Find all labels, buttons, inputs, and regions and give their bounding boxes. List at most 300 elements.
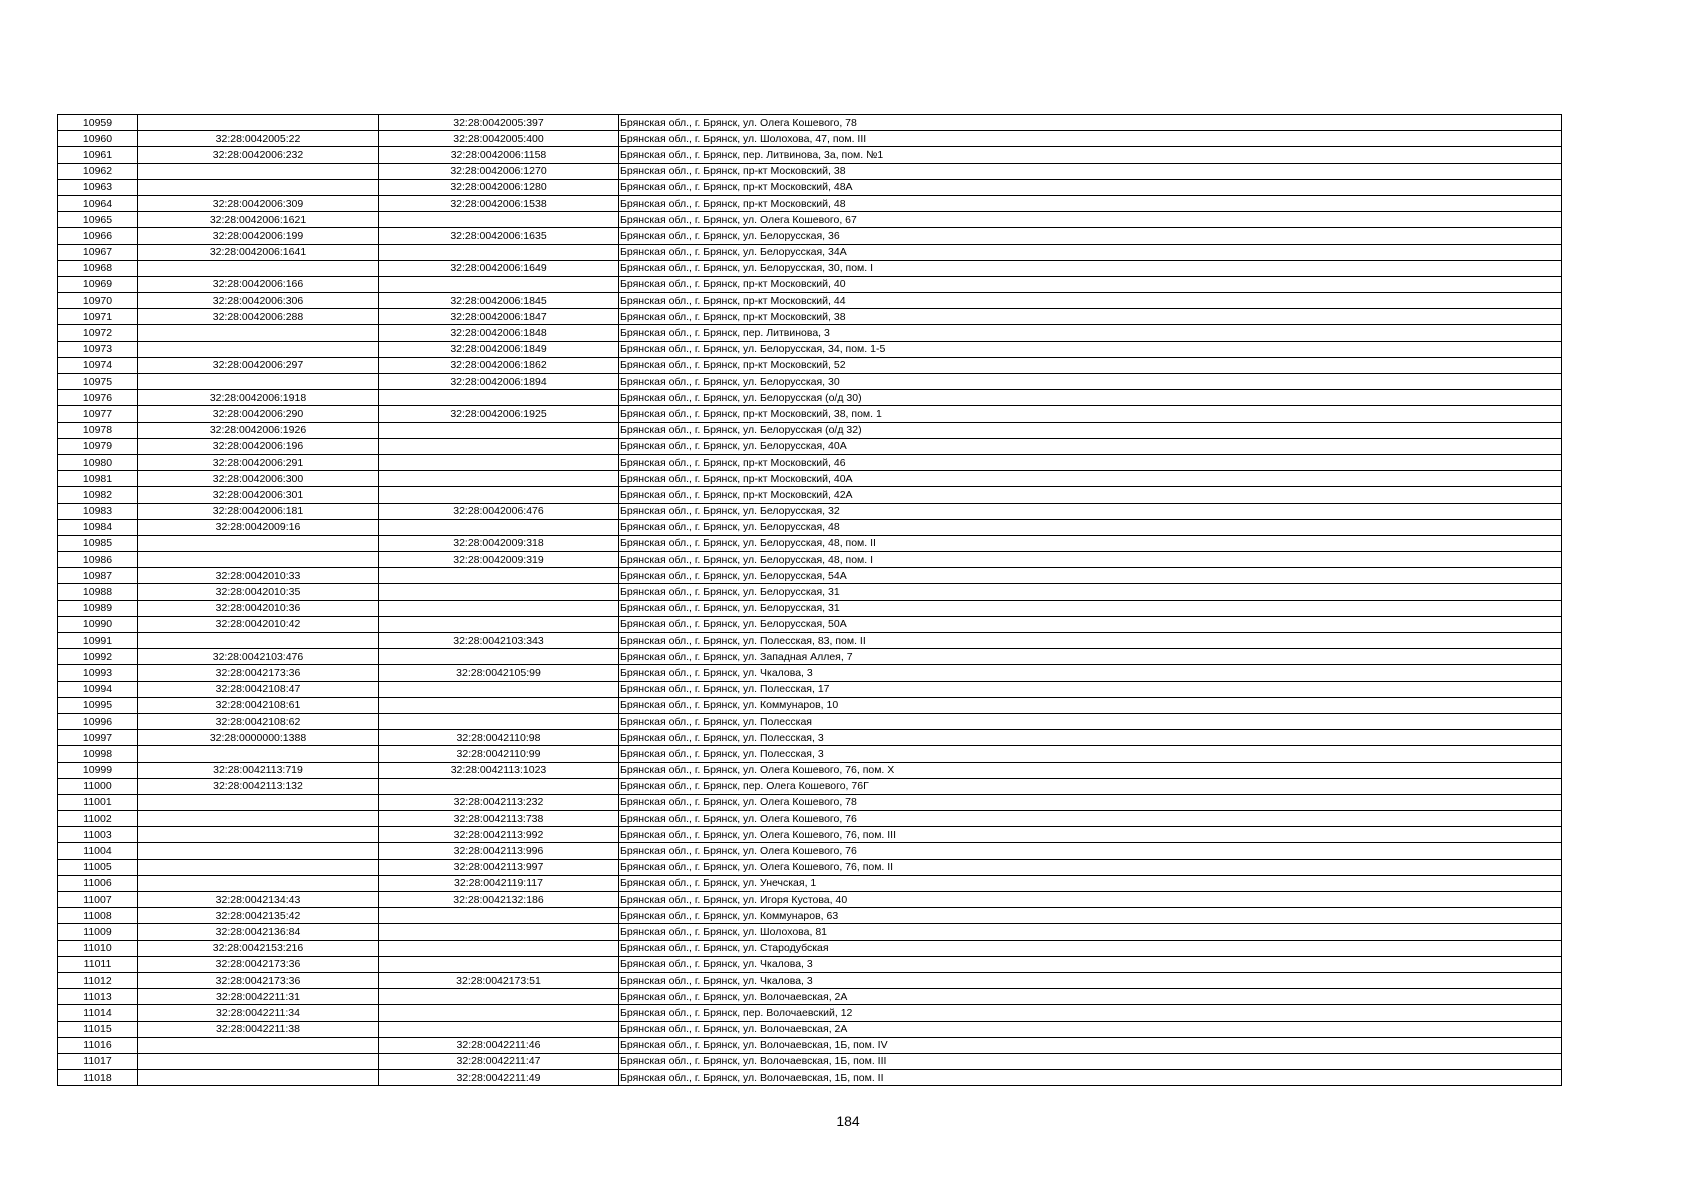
table-row xyxy=(58,438,1562,454)
address-cell: Брянская обл., г. Брянск, пер. Литвинова, 3 xyxy=(619,325,1562,341)
object-cadastral-number-cell: 32:28:0042006:1649 xyxy=(379,260,619,276)
land-cadastral-number-cell: 32:28:0042006:309 xyxy=(138,195,379,211)
table-row xyxy=(58,325,1562,341)
land-cadastral-number-cell: 32:28:0042006:301 xyxy=(138,487,379,503)
object-cadastral-number-cell: 32:28:0042006:1845 xyxy=(379,293,619,309)
address-cell: Брянская обл., г. Брянск, пр-кт Московский, 38 xyxy=(619,309,1562,325)
object-cadastral-number-cell: 32:28:0042173:51 xyxy=(379,972,619,988)
table-row xyxy=(58,940,1562,956)
table-row xyxy=(58,503,1562,519)
address-cell: Брянская обл., г. Брянск, ул. Полесская xyxy=(619,713,1562,729)
row-number-cell: 10974 xyxy=(58,357,138,373)
row-number-cell: 10975 xyxy=(58,374,138,390)
row-number-cell: 10992 xyxy=(58,649,138,665)
address-cell: Брянская обл., г. Брянск, пр-кт Московский, 42А xyxy=(619,487,1562,503)
address-cell: Брянская обл., г. Брянск, ул. Чкалова, 3 xyxy=(619,665,1562,681)
address-cell: Брянская обл., г. Брянск, ул. Западная Аллея, 7 xyxy=(619,649,1562,665)
object-cadastral-number-cell: 32:28:0042105:99 xyxy=(379,665,619,681)
land-cadastral-number-cell xyxy=(138,794,379,810)
land-cadastral-number-cell: 32:28:0042006:300 xyxy=(138,471,379,487)
page-number: 184 xyxy=(836,1113,860,1129)
table-row xyxy=(58,1005,1562,1021)
address-cell: Брянская обл., г. Брянск, ул. Белорусская (о/д 30) xyxy=(619,390,1562,406)
row-number-cell: 11015 xyxy=(58,1021,138,1037)
land-cadastral-number-cell: 32:28:0042173:36 xyxy=(138,956,379,972)
table-row xyxy=(58,665,1562,681)
object-cadastral-number-cell xyxy=(379,276,619,292)
table-row xyxy=(58,649,1562,665)
object-cadastral-number-cell xyxy=(379,778,619,794)
row-number-cell: 11012 xyxy=(58,972,138,988)
row-number-cell: 11003 xyxy=(58,827,138,843)
object-cadastral-number-cell: 32:28:0042113:997 xyxy=(379,859,619,875)
table-row xyxy=(58,1070,1562,1086)
address-cell: Брянская обл., г. Брянск, ул. Чкалова, 3 xyxy=(619,956,1562,972)
table-row xyxy=(58,681,1562,697)
row-number-cell: 10963 xyxy=(58,179,138,195)
land-cadastral-number-cell: 32:28:0042006:1926 xyxy=(138,422,379,438)
table-row xyxy=(58,600,1562,616)
object-cadastral-number-cell xyxy=(379,908,619,924)
row-number-cell: 10970 xyxy=(58,293,138,309)
address-cell: Брянская обл., г. Брянск, пр-кт Московский, 44 xyxy=(619,293,1562,309)
land-cadastral-number-cell: 32:28:0042006:290 xyxy=(138,406,379,422)
table-row xyxy=(58,1053,1562,1069)
table-row xyxy=(58,794,1562,810)
address-cell: Брянская обл., г. Брянск, ул. Олега Кошевого, 76, пом. III xyxy=(619,827,1562,843)
address-cell: Брянская обл., г. Брянск, пер. Литвинова, 3а, пом. №1 xyxy=(619,147,1562,163)
land-cadastral-number-cell: 32:28:0042006:297 xyxy=(138,357,379,373)
land-cadastral-number-cell: 32:28:0042006:166 xyxy=(138,276,379,292)
row-number-cell: 10982 xyxy=(58,487,138,503)
land-cadastral-number-cell: 32:28:0042006:1641 xyxy=(138,244,379,260)
object-cadastral-number-cell xyxy=(379,212,619,228)
land-cadastral-number-cell: 32:28:0042113:132 xyxy=(138,778,379,794)
row-number-cell: 10964 xyxy=(58,195,138,211)
land-cadastral-number-cell: 32:28:0042006:181 xyxy=(138,503,379,519)
row-number-cell: 10965 xyxy=(58,212,138,228)
row-number-cell: 10987 xyxy=(58,568,138,584)
object-cadastral-number-cell xyxy=(379,454,619,470)
object-cadastral-number-cell: 32:28:0042103:343 xyxy=(379,633,619,649)
address-cell: Брянская обл., г. Брянск, ул. Коммунаров, 10 xyxy=(619,697,1562,713)
object-cadastral-number-cell: 32:28:0042211:47 xyxy=(379,1053,619,1069)
table-row xyxy=(58,535,1562,551)
address-cell: Брянская обл., г. Брянск, пер. Олега Кошевого, 76Г xyxy=(619,778,1562,794)
land-cadastral-number-cell xyxy=(138,746,379,762)
row-number-cell: 10959 xyxy=(58,115,138,131)
address-cell: Брянская обл., г. Брянск, ул. Белорусская, 48, пом. I xyxy=(619,552,1562,568)
land-cadastral-number-cell xyxy=(138,1053,379,1069)
land-cadastral-number-cell xyxy=(138,859,379,875)
land-cadastral-number-cell: 32:28:0042211:34 xyxy=(138,1005,379,1021)
object-cadastral-number-cell xyxy=(379,956,619,972)
address-cell: Брянская обл., г. Брянск, ул. Полесская, 3 xyxy=(619,746,1562,762)
land-cadastral-number-cell xyxy=(138,1070,379,1086)
row-number-cell: 10969 xyxy=(58,276,138,292)
table-row xyxy=(58,357,1562,373)
land-cadastral-number-cell: 32:28:0042006:1918 xyxy=(138,390,379,406)
table-row xyxy=(58,212,1562,228)
address-cell: Брянская обл., г. Брянск, ул. Олега Кошевого, 78 xyxy=(619,794,1562,810)
table-row xyxy=(58,552,1562,568)
table-row xyxy=(58,956,1562,972)
row-number-cell: 10983 xyxy=(58,503,138,519)
address-cell: Брянская обл., г. Брянск, ул. Белорусская, 48, пом. II xyxy=(619,535,1562,551)
object-cadastral-number-cell xyxy=(379,584,619,600)
address-cell: Брянская обл., г. Брянск, ул. Коммунаров, 63 xyxy=(619,908,1562,924)
table-row xyxy=(58,924,1562,940)
land-cadastral-number-cell: 32:28:0042006:1621 xyxy=(138,212,379,228)
land-cadastral-number-cell: 32:28:0042108:62 xyxy=(138,713,379,729)
object-cadastral-number-cell xyxy=(379,924,619,940)
table-row xyxy=(58,276,1562,292)
land-cadastral-number-cell: 32:28:0042134:43 xyxy=(138,892,379,908)
address-cell: Брянская обл., г. Брянск, ул. Белорусская, 54А xyxy=(619,568,1562,584)
object-cadastral-number-cell: 32:28:0042006:1848 xyxy=(379,325,619,341)
object-cadastral-number-cell: 32:28:0042006:1862 xyxy=(379,357,619,373)
object-cadastral-number-cell: 32:28:0042005:400 xyxy=(379,131,619,147)
land-cadastral-number-cell: 32:28:0042009:16 xyxy=(138,519,379,535)
row-number-cell: 10998 xyxy=(58,746,138,762)
table-row xyxy=(58,309,1562,325)
object-cadastral-number-cell: 32:28:0042006:1280 xyxy=(379,179,619,195)
address-cell: Брянская обл., г. Брянск, ул. Белорусская, 34, пом. 1-5 xyxy=(619,341,1562,357)
row-number-cell: 10991 xyxy=(58,633,138,649)
land-cadastral-number-cell xyxy=(138,552,379,568)
object-cadastral-number-cell: 32:28:0042006:1894 xyxy=(379,374,619,390)
table-row xyxy=(58,163,1562,179)
object-cadastral-number-cell: 32:28:0042211:49 xyxy=(379,1070,619,1086)
object-cadastral-number-cell xyxy=(379,697,619,713)
row-number-cell: 10978 xyxy=(58,422,138,438)
row-number-cell: 10976 xyxy=(58,390,138,406)
row-number-cell: 10968 xyxy=(58,260,138,276)
row-number-cell: 11007 xyxy=(58,892,138,908)
object-cadastral-number-cell: 32:28:0042005:397 xyxy=(379,115,619,131)
object-cadastral-number-cell xyxy=(379,681,619,697)
address-cell: Брянская обл., г. Брянск, ул. Белорусская, 30 xyxy=(619,374,1562,390)
row-number-cell: 11005 xyxy=(58,859,138,875)
table-row xyxy=(58,972,1562,988)
row-number-cell: 11009 xyxy=(58,924,138,940)
table-row xyxy=(58,859,1562,875)
row-number-cell: 11004 xyxy=(58,843,138,859)
table-body xyxy=(58,115,1562,1086)
address-cell: Брянская обл., г. Брянск, ул. Полесская, 3 xyxy=(619,730,1562,746)
row-number-cell: 10984 xyxy=(58,519,138,535)
object-cadastral-number-cell xyxy=(379,713,619,729)
table-row xyxy=(58,115,1562,131)
property-table xyxy=(57,114,1562,1086)
row-number-cell: 11011 xyxy=(58,956,138,972)
land-cadastral-number-cell: 32:28:0042173:36 xyxy=(138,665,379,681)
land-cadastral-number-cell: 32:28:0042006:291 xyxy=(138,454,379,470)
row-number-cell: 10994 xyxy=(58,681,138,697)
object-cadastral-number-cell: 32:28:0042110:98 xyxy=(379,730,619,746)
object-cadastral-number-cell: 32:28:0042110:99 xyxy=(379,746,619,762)
address-cell: Брянская обл., г. Брянск, ул. Полесская, 17 xyxy=(619,681,1562,697)
row-number-cell: 10979 xyxy=(58,438,138,454)
land-cadastral-number-cell: 32:28:0042010:35 xyxy=(138,584,379,600)
row-number-cell: 11013 xyxy=(58,989,138,1005)
row-number-cell: 11017 xyxy=(58,1053,138,1069)
table-row xyxy=(58,454,1562,470)
object-cadastral-number-cell: 32:28:0042113:738 xyxy=(379,811,619,827)
address-cell: Брянская обл., г. Брянск, ул. Белорусская, 31 xyxy=(619,584,1562,600)
object-cadastral-number-cell: 32:28:0042006:1158 xyxy=(379,147,619,163)
address-cell: Брянская обл., г. Брянск, ул. Белорусская, 30, пом. I xyxy=(619,260,1562,276)
table-row xyxy=(58,730,1562,746)
address-cell: Брянская обл., г. Брянск, пр-кт Московский, 48 xyxy=(619,195,1562,211)
land-cadastral-number-cell: 32:28:0042006:288 xyxy=(138,309,379,325)
row-number-cell: 10996 xyxy=(58,713,138,729)
address-cell: Брянская обл., г. Брянск, ул. Олега Кошевого, 76 xyxy=(619,843,1562,859)
address-cell: Брянская обл., г. Брянск, ул. Шолохова, 47, пом. III xyxy=(619,131,1562,147)
object-cadastral-number-cell xyxy=(379,244,619,260)
table-row xyxy=(58,374,1562,390)
row-number-cell: 10999 xyxy=(58,762,138,778)
object-cadastral-number-cell: 32:28:0042009:319 xyxy=(379,552,619,568)
land-cadastral-number-cell: 32:28:0042006:306 xyxy=(138,293,379,309)
object-cadastral-number-cell xyxy=(379,600,619,616)
land-cadastral-number-cell xyxy=(138,179,379,195)
land-cadastral-number-cell xyxy=(138,843,379,859)
address-cell: Брянская обл., г. Брянск, ул. Олега Кошевого, 67 xyxy=(619,212,1562,228)
address-cell: Брянская обл., г. Брянск, пр-кт Московский, 48А xyxy=(619,179,1562,195)
address-cell: Брянская обл., г. Брянск, ул. Белорусская, 34А xyxy=(619,244,1562,260)
row-number-cell: 10972 xyxy=(58,325,138,341)
row-number-cell: 11016 xyxy=(58,1037,138,1053)
table-row xyxy=(58,341,1562,357)
row-number-cell: 10971 xyxy=(58,309,138,325)
land-cadastral-number-cell: 32:28:0042211:31 xyxy=(138,989,379,1005)
land-cadastral-number-cell: 32:28:0042005:22 xyxy=(138,131,379,147)
table-row xyxy=(58,260,1562,276)
table-row xyxy=(58,1037,1562,1053)
table-row xyxy=(58,713,1562,729)
land-cadastral-number-cell xyxy=(138,163,379,179)
land-cadastral-number-cell: 32:28:0042211:38 xyxy=(138,1021,379,1037)
address-cell: Брянская обл., г. Брянск, ул. Волочаевская, 1Б, пом. II xyxy=(619,1070,1562,1086)
object-cadastral-number-cell xyxy=(379,438,619,454)
address-cell: Брянская обл., г. Брянск, ул. Стародубская xyxy=(619,940,1562,956)
row-number-cell: 10988 xyxy=(58,584,138,600)
table-row xyxy=(58,616,1562,632)
table-row xyxy=(58,778,1562,794)
row-number-cell: 10981 xyxy=(58,471,138,487)
address-cell: Брянская обл., г. Брянск, ул. Игоря Кустова, 40 xyxy=(619,892,1562,908)
land-cadastral-number-cell: 32:28:0042010:36 xyxy=(138,600,379,616)
object-cadastral-number-cell xyxy=(379,471,619,487)
table-row xyxy=(58,1021,1562,1037)
object-cadastral-number-cell: 32:28:0042006:1849 xyxy=(379,341,619,357)
table-row xyxy=(58,147,1562,163)
table-row xyxy=(58,487,1562,503)
land-cadastral-number-cell: 32:28:0042135:42 xyxy=(138,908,379,924)
row-number-cell: 10967 xyxy=(58,244,138,260)
table-row xyxy=(58,422,1562,438)
land-cadastral-number-cell xyxy=(138,374,379,390)
row-number-cell: 11008 xyxy=(58,908,138,924)
address-cell: Брянская обл., г. Брянск, ул. Белорусская, 40А xyxy=(619,438,1562,454)
object-cadastral-number-cell: 32:28:0042006:476 xyxy=(379,503,619,519)
table-row xyxy=(58,519,1562,535)
address-cell: Брянская обл., г. Брянск, ул. Волочаевская, 2А xyxy=(619,989,1562,1005)
land-cadastral-number-cell: 32:28:0042010:42 xyxy=(138,616,379,632)
land-cadastral-number-cell: 32:28:0042103:476 xyxy=(138,649,379,665)
address-cell: Брянская обл., г. Брянск, ул. Унечская, 1 xyxy=(619,875,1562,891)
land-cadastral-number-cell: 32:28:0042006:232 xyxy=(138,147,379,163)
row-number-cell: 10973 xyxy=(58,341,138,357)
address-cell: Брянская обл., г. Брянск, ул. Белорусская (о/д 32) xyxy=(619,422,1562,438)
address-cell: Брянская обл., г. Брянск, ул. Шолохова, 81 xyxy=(619,924,1562,940)
address-cell: Брянская обл., г. Брянск, пр-кт Московский, 46 xyxy=(619,454,1562,470)
land-cadastral-number-cell xyxy=(138,1037,379,1053)
row-number-cell: 10993 xyxy=(58,665,138,681)
row-number-cell: 10990 xyxy=(58,616,138,632)
table-row xyxy=(58,762,1562,778)
land-cadastral-number-cell xyxy=(138,115,379,131)
row-number-cell: 10977 xyxy=(58,406,138,422)
land-cadastral-number-cell xyxy=(138,827,379,843)
table-row xyxy=(58,843,1562,859)
land-cadastral-number-cell xyxy=(138,341,379,357)
table-row xyxy=(58,244,1562,260)
row-number-cell: 10962 xyxy=(58,163,138,179)
land-cadastral-number-cell: 32:28:0042006:199 xyxy=(138,228,379,244)
land-cadastral-number-cell: 32:28:0042173:36 xyxy=(138,972,379,988)
land-cadastral-number-cell: 32:28:0042108:47 xyxy=(138,681,379,697)
address-cell: Брянская обл., г. Брянск, ул. Белорусская, 31 xyxy=(619,600,1562,616)
object-cadastral-number-cell xyxy=(379,390,619,406)
land-cadastral-number-cell xyxy=(138,535,379,551)
table-row xyxy=(58,892,1562,908)
land-cadastral-number-cell: 32:28:0042108:61 xyxy=(138,697,379,713)
table-row xyxy=(58,697,1562,713)
table-row xyxy=(58,875,1562,891)
address-cell: Брянская обл., г. Брянск, ул. Олега Кошевого, 78 xyxy=(619,115,1562,131)
object-cadastral-number-cell: 32:28:0042006:1270 xyxy=(379,163,619,179)
land-cadastral-number-cell: 32:28:0042153:216 xyxy=(138,940,379,956)
row-number-cell: 11018 xyxy=(58,1070,138,1086)
row-number-cell: 10985 xyxy=(58,535,138,551)
table-row xyxy=(58,584,1562,600)
object-cadastral-number-cell: 32:28:0042006:1925 xyxy=(379,406,619,422)
address-cell: Брянская обл., г. Брянск, пр-кт Московский, 40А xyxy=(619,471,1562,487)
table-row xyxy=(58,811,1562,827)
table-row xyxy=(58,390,1562,406)
table-row xyxy=(58,228,1562,244)
address-cell: Брянская обл., г. Брянск, ул. Волочаевская, 2А xyxy=(619,1021,1562,1037)
table-row xyxy=(58,471,1562,487)
object-cadastral-number-cell: 32:28:0042006:1635 xyxy=(379,228,619,244)
object-cadastral-number-cell: 32:28:0042132:186 xyxy=(379,892,619,908)
address-cell: Брянская обл., г. Брянск, пр-кт Московский, 40 xyxy=(619,276,1562,292)
land-cadastral-number-cell: 32:28:0042136:84 xyxy=(138,924,379,940)
table-row xyxy=(58,633,1562,649)
row-number-cell: 10995 xyxy=(58,697,138,713)
object-cadastral-number-cell: 32:28:0042113:232 xyxy=(379,794,619,810)
row-number-cell: 10960 xyxy=(58,131,138,147)
table-row xyxy=(58,131,1562,147)
row-number-cell: 11006 xyxy=(58,875,138,891)
address-cell: Брянская обл., г. Брянск, ул. Белорусская, 36 xyxy=(619,228,1562,244)
address-cell: Брянская обл., г. Брянск, пр-кт Московский, 52 xyxy=(619,357,1562,373)
land-cadastral-number-cell xyxy=(138,260,379,276)
row-number-cell: 10989 xyxy=(58,600,138,616)
land-cadastral-number-cell: 32:28:0042113:719 xyxy=(138,762,379,778)
table-row xyxy=(58,746,1562,762)
address-cell: Брянская обл., г. Брянск, ул. Олега Кошевого, 76 xyxy=(619,811,1562,827)
row-number-cell: 11014 xyxy=(58,1005,138,1021)
table-row xyxy=(58,989,1562,1005)
land-cadastral-number-cell xyxy=(138,633,379,649)
object-cadastral-number-cell xyxy=(379,422,619,438)
object-cadastral-number-cell: 32:28:0042009:318 xyxy=(379,535,619,551)
table-row xyxy=(58,179,1562,195)
row-number-cell: 10986 xyxy=(58,552,138,568)
address-cell: Брянская обл., г. Брянск, ул. Белорусская, 32 xyxy=(619,503,1562,519)
address-cell: Брянская обл., г. Брянск, пр-кт Московский, 38, пом. 1 xyxy=(619,406,1562,422)
address-cell: Брянская обл., г. Брянск, ул. Волочаевская, 1Б, пом. III xyxy=(619,1053,1562,1069)
land-cadastral-number-cell: 32:28:0042006:196 xyxy=(138,438,379,454)
address-cell: Брянская обл., г. Брянск, ул. Волочаевская, 1Б, пом. IV xyxy=(619,1037,1562,1053)
table-row xyxy=(58,827,1562,843)
object-cadastral-number-cell xyxy=(379,989,619,1005)
row-number-cell: 11000 xyxy=(58,778,138,794)
row-number-cell: 11001 xyxy=(58,794,138,810)
row-number-cell: 11002 xyxy=(58,811,138,827)
object-cadastral-number-cell xyxy=(379,649,619,665)
object-cadastral-number-cell: 32:28:0042113:992 xyxy=(379,827,619,843)
land-cadastral-number-cell: 32:28:0042010:33 xyxy=(138,568,379,584)
row-number-cell: 11010 xyxy=(58,940,138,956)
object-cadastral-number-cell: 32:28:0042211:46 xyxy=(379,1037,619,1053)
table-row xyxy=(58,195,1562,211)
address-cell: Брянская обл., г. Брянск, пр-кт Московский, 38 xyxy=(619,163,1562,179)
land-cadastral-number-cell xyxy=(138,811,379,827)
table-row xyxy=(58,406,1562,422)
table-row xyxy=(58,908,1562,924)
row-number-cell: 10980 xyxy=(58,454,138,470)
object-cadastral-number-cell xyxy=(379,1005,619,1021)
row-number-cell: 10966 xyxy=(58,228,138,244)
object-cadastral-number-cell xyxy=(379,616,619,632)
object-cadastral-number-cell: 32:28:0042119:117 xyxy=(379,875,619,891)
object-cadastral-number-cell: 32:28:0042006:1847 xyxy=(379,309,619,325)
land-cadastral-number-cell xyxy=(138,325,379,341)
row-number-cell: 10961 xyxy=(58,147,138,163)
land-cadastral-number-cell xyxy=(138,875,379,891)
object-cadastral-number-cell: 32:28:0042113:1023 xyxy=(379,762,619,778)
table-row xyxy=(58,293,1562,309)
object-cadastral-number-cell xyxy=(379,487,619,503)
address-cell: Брянская обл., г. Брянск, ул. Олега Кошевого, 76, пом. II xyxy=(619,859,1562,875)
object-cadastral-number-cell: 32:28:0042113:996 xyxy=(379,843,619,859)
land-cadastral-number-cell: 32:28:0000000:1388 xyxy=(138,730,379,746)
address-cell: Брянская обл., г. Брянск, ул. Полесская, 83, пом. II xyxy=(619,633,1562,649)
address-cell: Брянская обл., г. Брянск, ул. Олега Кошевого, 76, пом. X xyxy=(619,762,1562,778)
object-cadastral-number-cell xyxy=(379,1021,619,1037)
address-cell: Брянская обл., г. Брянск, ул. Белорусская, 48 xyxy=(619,519,1562,535)
address-cell: Брянская обл., г. Брянск, ул. Чкалова, 3 xyxy=(619,972,1562,988)
address-cell: Брянская обл., г. Брянск, ул. Белорусская, 50А xyxy=(619,616,1562,632)
address-cell: Брянская обл., г. Брянск, пер. Волочаевский, 12 xyxy=(619,1005,1562,1021)
object-cadastral-number-cell xyxy=(379,568,619,584)
table-row xyxy=(58,568,1562,584)
object-cadastral-number-cell xyxy=(379,519,619,535)
